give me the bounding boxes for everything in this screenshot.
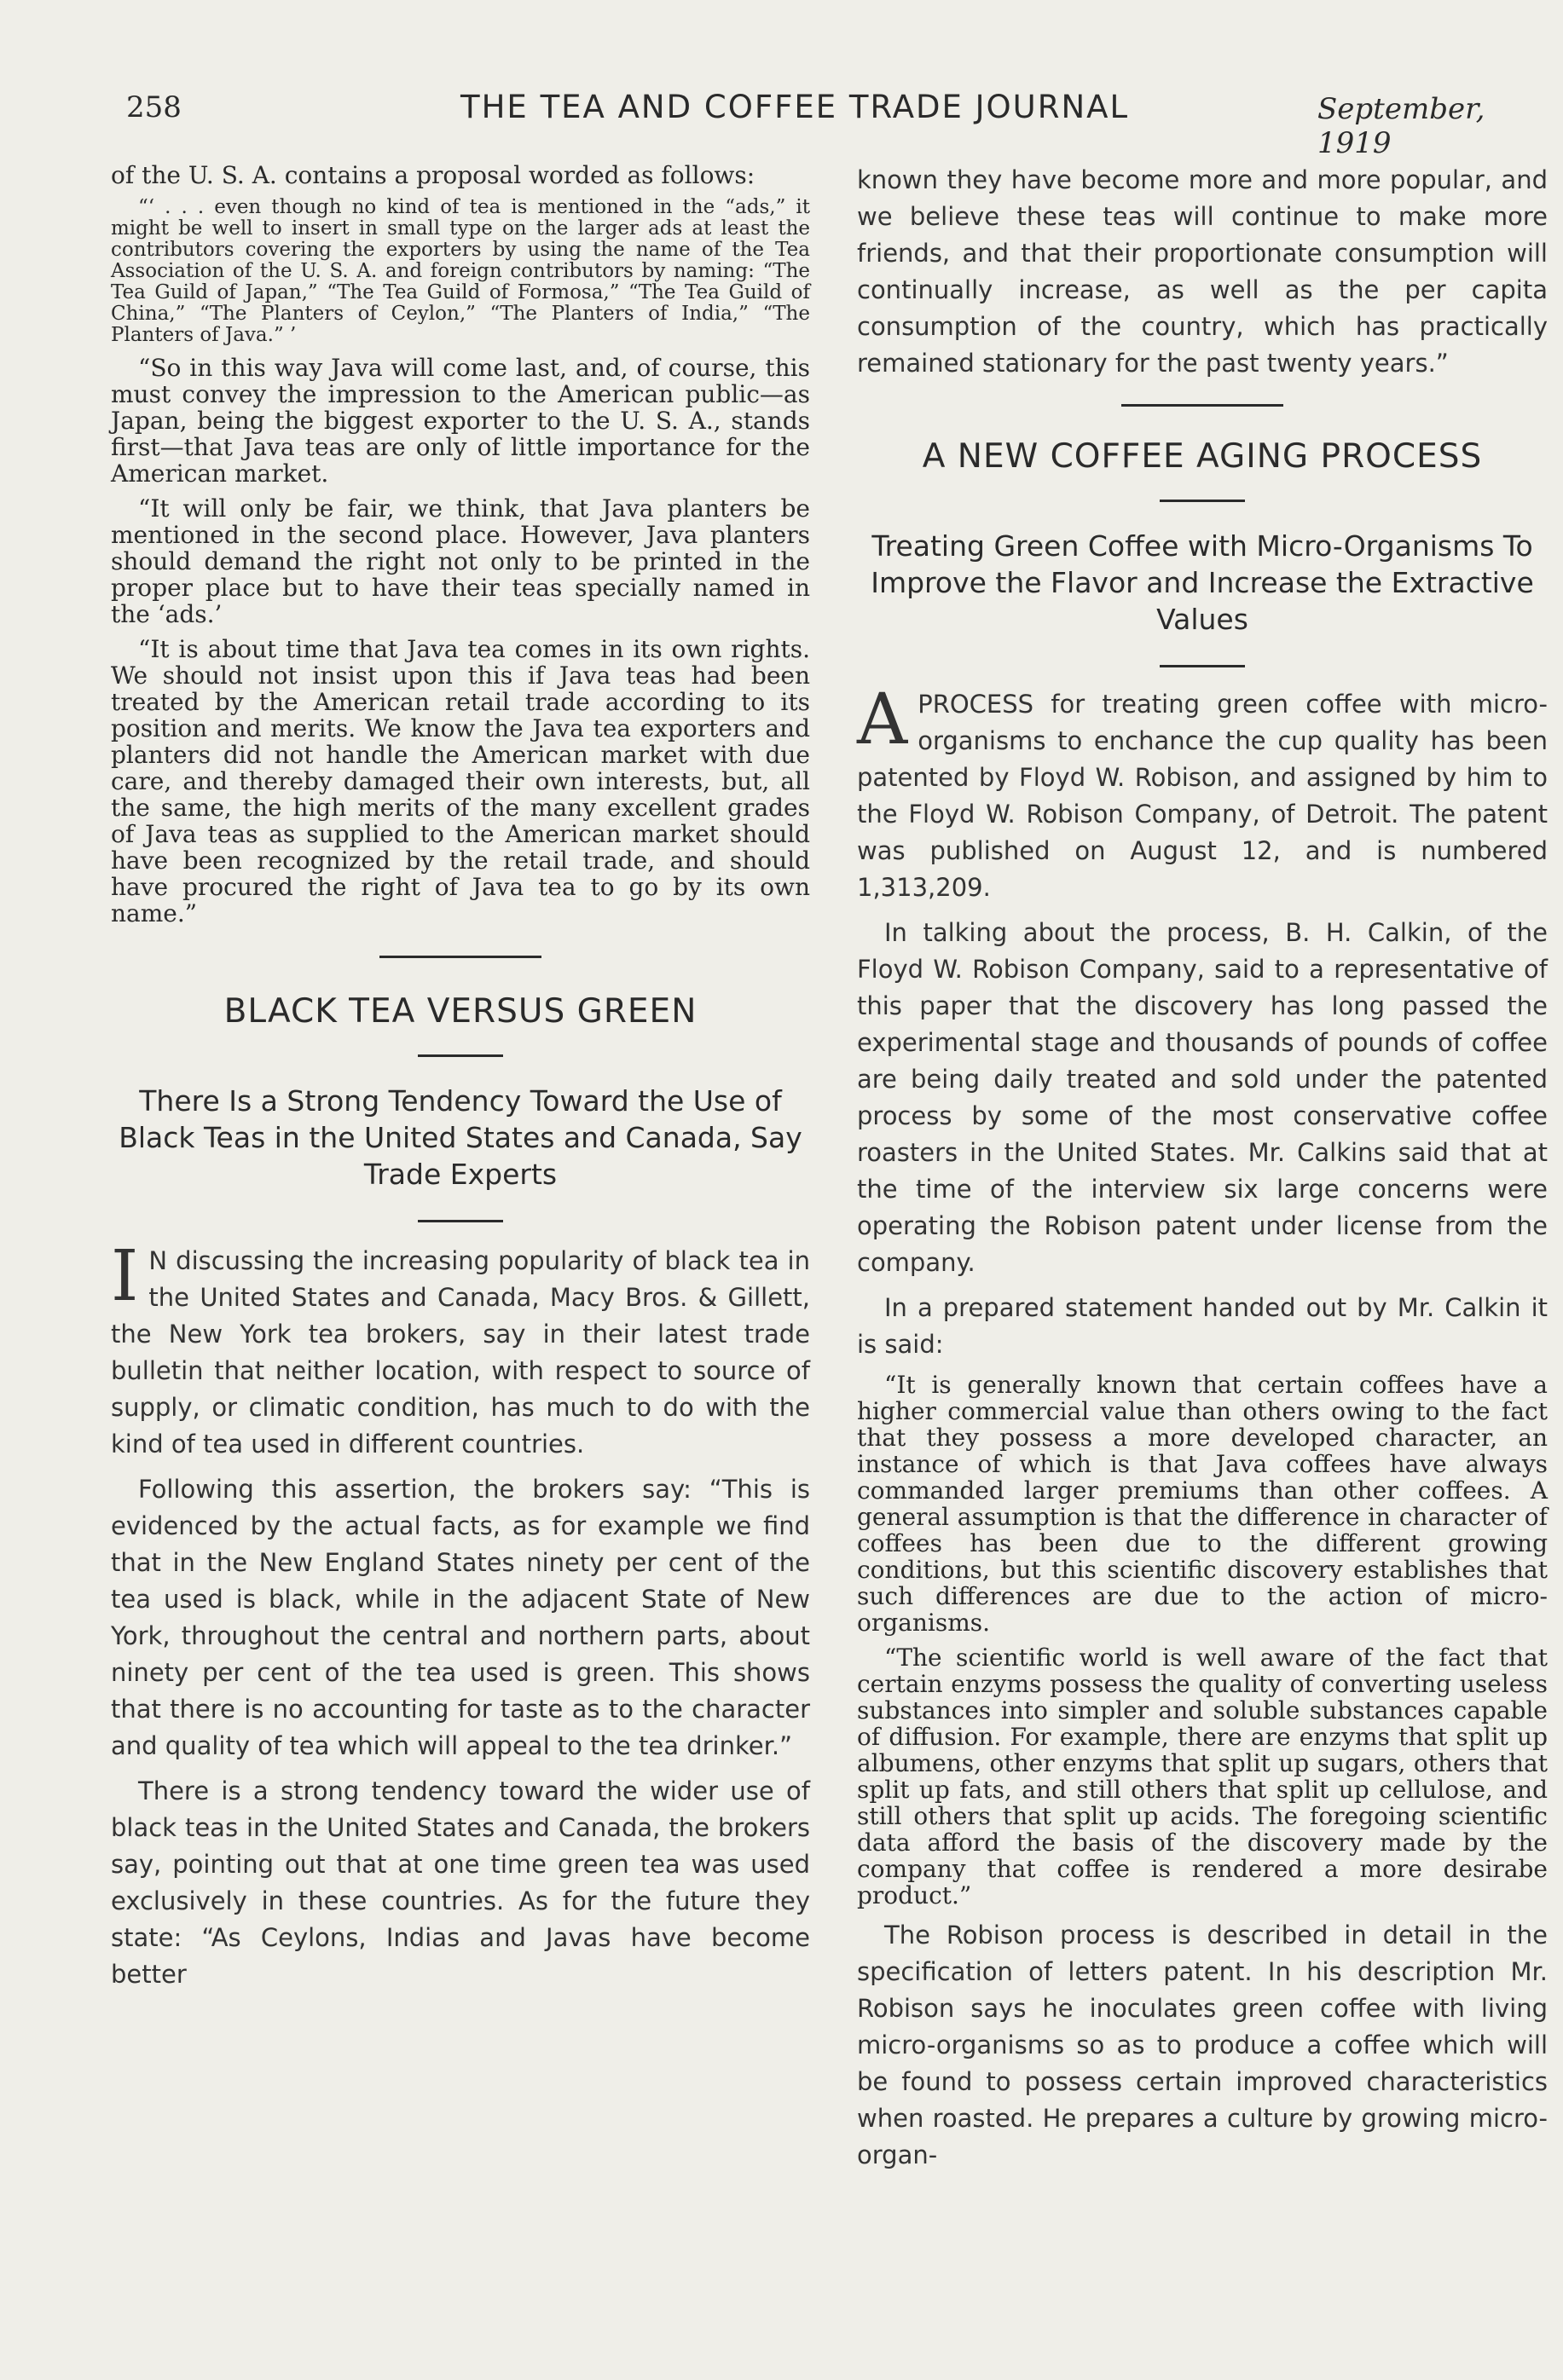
drop-cap: I xyxy=(111,1236,139,1317)
title-underline xyxy=(418,1054,503,1057)
paragraph: “The scientific world is well aware of the fact that certain enzyms possess the quality of converting useless substances into simpler and soluble substances capable of diffusion. For example, there are enzyms that split up albumens, other enzyms that split up sugars, others that split up fats, and still others that split up cellulose, and still others that split up acids. The foregoing scientific data afford the basis of the discovery made by the company that coffee is rendered a more desirabe product.” xyxy=(857,1643,1548,1909)
paragraph: known they have become more and more popular, and we believe these teas will continue to make more friends, and that their proportionate consumption will continually increase, as well as the per capita consumption of the country, which has practically remained stationary for the past twenty years.” xyxy=(857,165,1548,378)
paragraph-with-dropcap xyxy=(111,1236,810,1463)
subheading: There Is a Strong Tendency Toward the Use of Black Teas in the United States and Canada, Say Trade Experts xyxy=(119,1084,802,1191)
page-header xyxy=(0,84,1563,160)
right-column xyxy=(857,162,1548,2182)
paragraph: Following this assertion, the brokers say: “This is evidenced by the actual facts, as for example we find that in the New England States ninety per cent of the tea used is black, while in the adjacent State of New York, throughout the central and northern parts, about ninety per cent of the tea used is green. This shows that there is no accounting for taste as to the character and quality of tea which will appeal to the tea drinker.” xyxy=(111,1475,810,1760)
drop-cap: A xyxy=(857,679,908,760)
paragraph: There is a strong tendency toward the wider use of black teas in the United States and Canada, the brokers say, pointing out that at one time green tea was used exclusively in these countries. As for the future they state: “As Ceylons, Indias and Javas have become better xyxy=(111,1776,810,1989)
subheading: Treating Green Coffee with Micro-Organisms To Improve the Flavor and Increase the Extractive Values xyxy=(871,529,1534,636)
paragraph: In talking about the process, B. H. Calkin, of the Floyd W. Robison Company, said to a representative of this paper that the discovery has long passed the experimental stage and thousands of pounds of coffee are being daily treated and sold under the patented process by some of the most conservative coffee roasters in the United States. Mr. Calkins said that at the time of the interview six large concerns were operating the Robison patent under license from the company. xyxy=(857,918,1548,1277)
section-divider xyxy=(379,956,541,958)
section-divider xyxy=(1121,404,1283,407)
section-title-coffee-aging: A NEW COFFEE AGING PROCESS xyxy=(922,437,1483,476)
paragraph-with-dropcap xyxy=(857,679,1548,906)
paragraph: In a prepared statement handed out by Mr. Calkin it is said: xyxy=(857,1293,1548,1359)
issue-date: September, 1919 xyxy=(1317,92,1485,160)
quoted-proposal: “‘ . . . even though no kind of tea is mentioned in the “ads,” it might be well to insert in small type on the larger ads at least the contributors covering the exporters by using the name of the Tea Association of the U. S. A. and foreign contributors by naming: “The Tea Guild of Japan,” “The Tea Guild of Formosa,” “The Tea Guild of China,” “The Planters of Ceylon,” “The Planters of India,” “The Planters of Java.” ’ xyxy=(111,196,810,346)
paragraph: of the U. S. A. contains a proposal worded as follows: xyxy=(111,161,755,189)
page-number: 258 xyxy=(126,90,182,124)
journal-title: THE TEA AND COFFEE TRADE JOURNAL xyxy=(460,89,1130,125)
paragraph: “It is about time that Java tea comes in its own rights. We should not insist upon this if Java teas had been treated by the American retail trade according to its position and merits. We know the Java tea exporters and planters did not handle the American market with due care, and thereby damaged their own interests, but, all the same, the high merits of the many excellent grades of Java teas as supplied to the American market should have been recognized by the retail trade, and should have procured the right of Java tea to go by its own name.” xyxy=(111,635,810,927)
paragraph-text: PROCESS for treating green coffee with micro-organisms to enchance the cup quality has been patented by Floyd W. Robison, and assigned by him to the Floyd W. Robison Company, of Detroit. The patent was published on August 12, and is numbered 1,313,209. xyxy=(857,690,1548,902)
paragraph: “It will only be fair, we think, that Java planters be mentioned in the second place. However, Java planters should demand the right not only to be printed in the proper place but to have their teas specially named in the ‘ads.’ xyxy=(111,494,810,628)
paragraph: The Robison process is described in detail in the specification of letters patent. In his description Mr. Robison says he inoculates green coffee with living micro-organisms so as to produce a coffee which will be found to possess certain improved characteristics when roasted. He prepares a culture by growing micro-organ- xyxy=(857,1921,1548,2169)
title-underline xyxy=(1160,500,1245,502)
section-title-black-tea: BLACK TEA VERSUS GREEN xyxy=(223,992,698,1031)
paragraph-text: N discussing the increasing popularity of black tea in the United States and Canada, Macy Bros. & Gillett, the New York tea brokers, say in their latest trade bulletin that neither location, with respect to source of supply, or climatic condition, has much to do with the kind of tea used in different countries. xyxy=(111,1246,810,1459)
subhead-underline xyxy=(1160,665,1245,667)
paragraph: “It is generally known that certain coffees have a higher commercial value than others owing to the fact that they possess a more developed character, an instance of which is that Java coffees have always commanded larger premiums than other coffees. A general assumption is that the difference in character of coffees has been due to the different growing conditions, but this scientific discovery establishes that such differences are due to the action of micro-organisms. xyxy=(857,1371,1548,1637)
left-column xyxy=(111,162,810,2002)
subhead-underline xyxy=(418,1220,503,1222)
paragraph: “So in this way Java will come last, and, of course, this must convey the impression to the American public—as Japan, being the biggest exporter to the U. S. A., stands first—that Java teas are only of little importance for the American market. xyxy=(111,354,810,488)
